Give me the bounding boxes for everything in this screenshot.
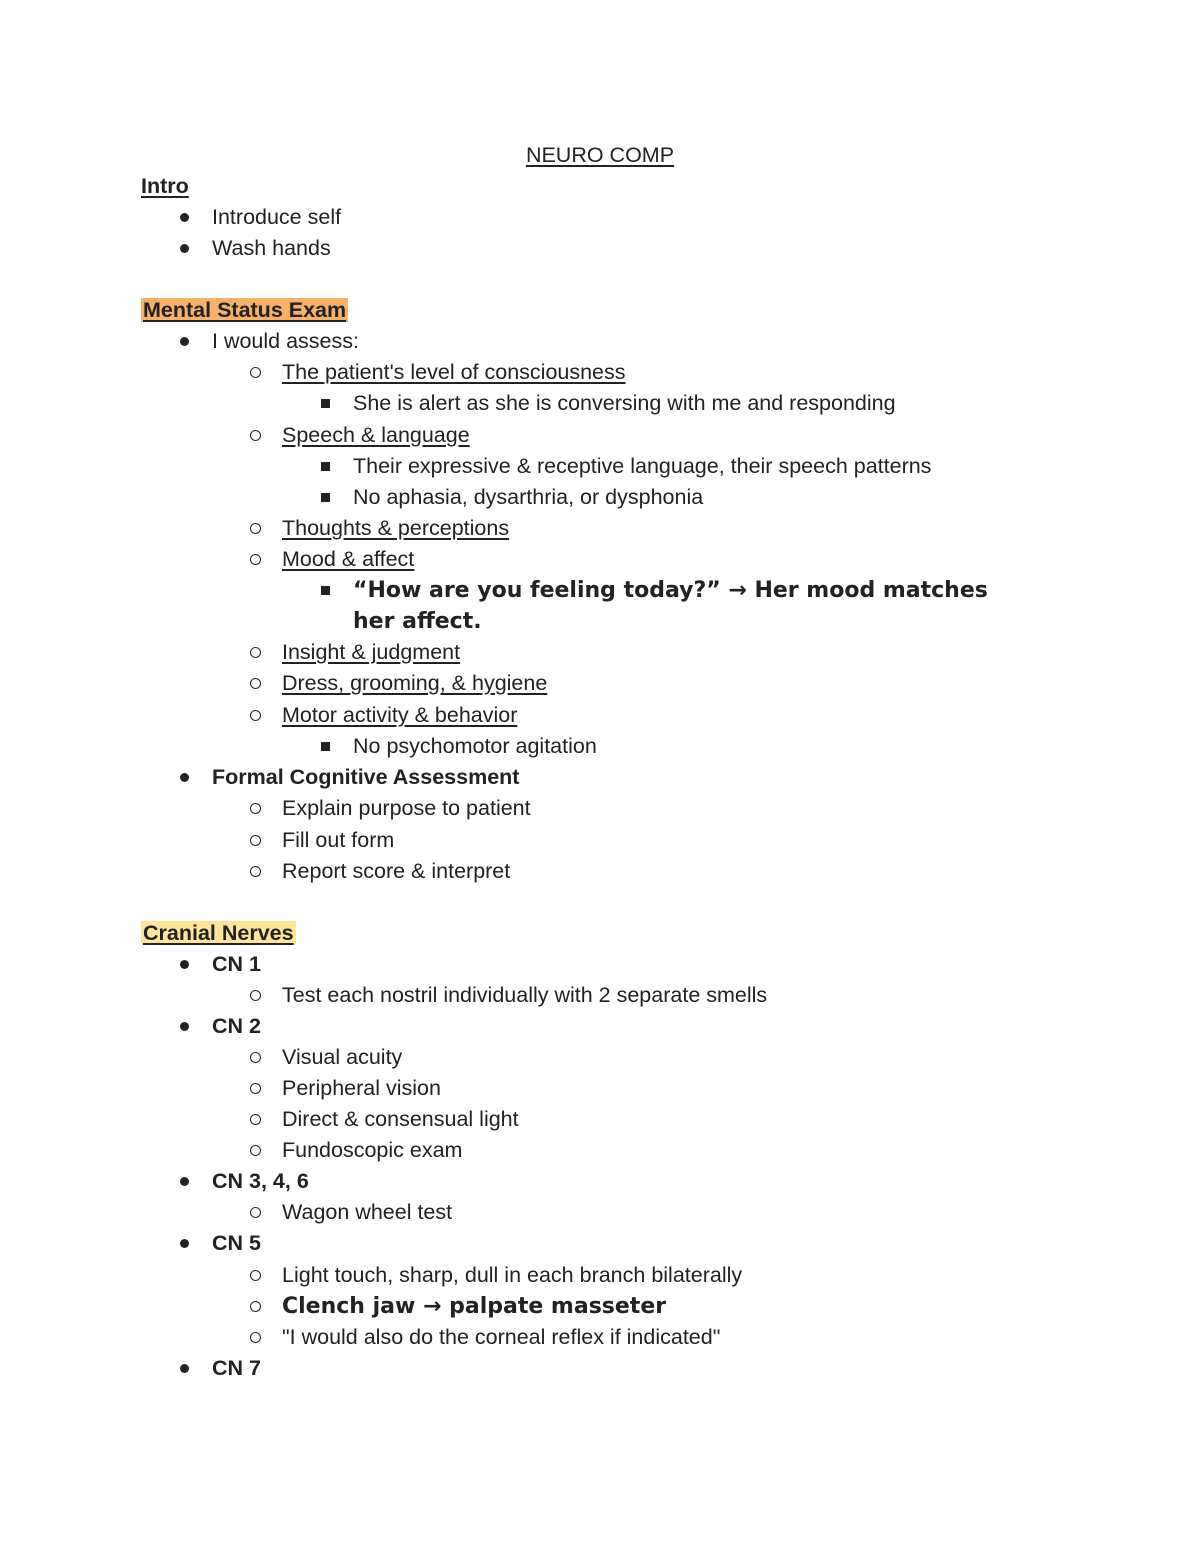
intro-heading [141,171,189,202]
bullet-disc-icon [177,1228,191,1259]
list-item-text: Dress, grooming, & hygiene [282,671,548,695]
bullet-circle-icon [248,637,262,668]
bullet-circle-icon [248,1291,262,1322]
bullet-square-icon [318,451,332,482]
bullet-circle-icon [248,544,262,575]
list-item-text: Thoughts & perceptions [282,516,510,540]
list-item-text: Motor activity & behavior [282,703,518,727]
bullet-circle-icon [248,700,262,731]
mse-heading-text: Mental Status Exam [143,298,347,322]
bullet-square-icon [318,388,332,419]
list-item-text: Fundoscopic exam [282,1138,463,1162]
list-item-text: No psychomotor agitation [353,734,597,758]
bullet-disc-icon [177,202,191,233]
bullet-disc-icon [177,1353,191,1384]
list-item-text: Wash hands [212,236,331,260]
bullet-circle-icon [248,980,262,1011]
bullet-circle-icon [248,793,262,824]
list-item-text: CN 7 [212,1356,261,1380]
list-item-text: "I would also do the corneal reflex if indicated" [282,1325,721,1349]
list-item-text: The patient's level of consciousness [282,360,626,384]
page-title: NEURO COMP [525,143,675,167]
bullet-circle-icon [248,420,262,451]
list-item-text: CN 5 [212,1231,261,1255]
bullet-disc-icon [177,762,191,793]
bullet-disc-icon [177,326,191,357]
list-item-text: Clench jaw → palpate masseter [282,1294,667,1319]
list-item-text: Light touch, sharp, dull in each branch bilaterally [282,1263,743,1287]
bullet-square-icon [318,575,332,606]
cn-heading-text: Cranial Nerves [143,921,294,945]
list-item-text: She is alert as she is conversing with me and responding [353,391,896,415]
list-item-text: CN 2 [212,1014,261,1038]
list-item-text: Speech & language [282,423,470,447]
bullet-square-icon [318,731,332,762]
list-item-text: CN 3, 4, 6 [212,1169,309,1193]
bullet-circle-icon [248,1104,262,1135]
list-item-text: I would assess: [212,329,359,353]
bullet-circle-icon [248,1322,262,1353]
list-item-text: Test each nostril individually with 2 separate smells [282,983,768,1007]
list-item-text: Visual acuity [282,1045,403,1069]
bullet-disc-icon [177,1166,191,1197]
list-item-text: Their expressive & receptive language, their speech patterns [353,454,932,478]
bullet-circle-icon [248,1042,262,1073]
list-item-text: Explain purpose to patient [282,796,531,820]
bullet-circle-icon [248,668,262,699]
list-item-text: Report score & interpret [282,859,511,883]
bullet-circle-icon [248,1135,262,1166]
list-item-text: Insight & judgment [282,640,461,664]
bullet-circle-icon [248,856,262,887]
list-item-text: Peripheral vision [282,1076,441,1100]
bullet-disc-icon [177,949,191,980]
bullet-circle-icon [248,357,262,388]
list-item-text: Mood & affect [282,547,415,571]
bullet-circle-icon [248,1260,262,1291]
bullet-circle-icon [248,1073,262,1104]
list-item-text: CN 1 [212,952,261,976]
bullet-disc-icon [177,233,191,264]
list-item-text: Introduce self [212,205,342,229]
list-item-text: Formal Cognitive Assessment [212,765,520,789]
bullet-disc-icon [177,1011,191,1042]
bullet-square-icon [318,482,332,513]
list-item-text: “How are you feeling today?” → Her mood matches her affect. [353,578,988,634]
bullet-circle-icon [248,1197,262,1228]
list-item-text: Wagon wheel test [282,1200,453,1224]
cn-heading [141,918,296,949]
list-item-text: Direct & consensual light [282,1107,519,1131]
mse-heading [141,295,348,326]
list-item-text: Fill out form [282,828,395,852]
intro-heading-text: Intro [141,174,189,198]
bullet-circle-icon [248,513,262,544]
bullet-circle-icon [248,825,262,856]
list-item-text: No aphasia, dysarthria, or dysphonia [353,485,704,509]
